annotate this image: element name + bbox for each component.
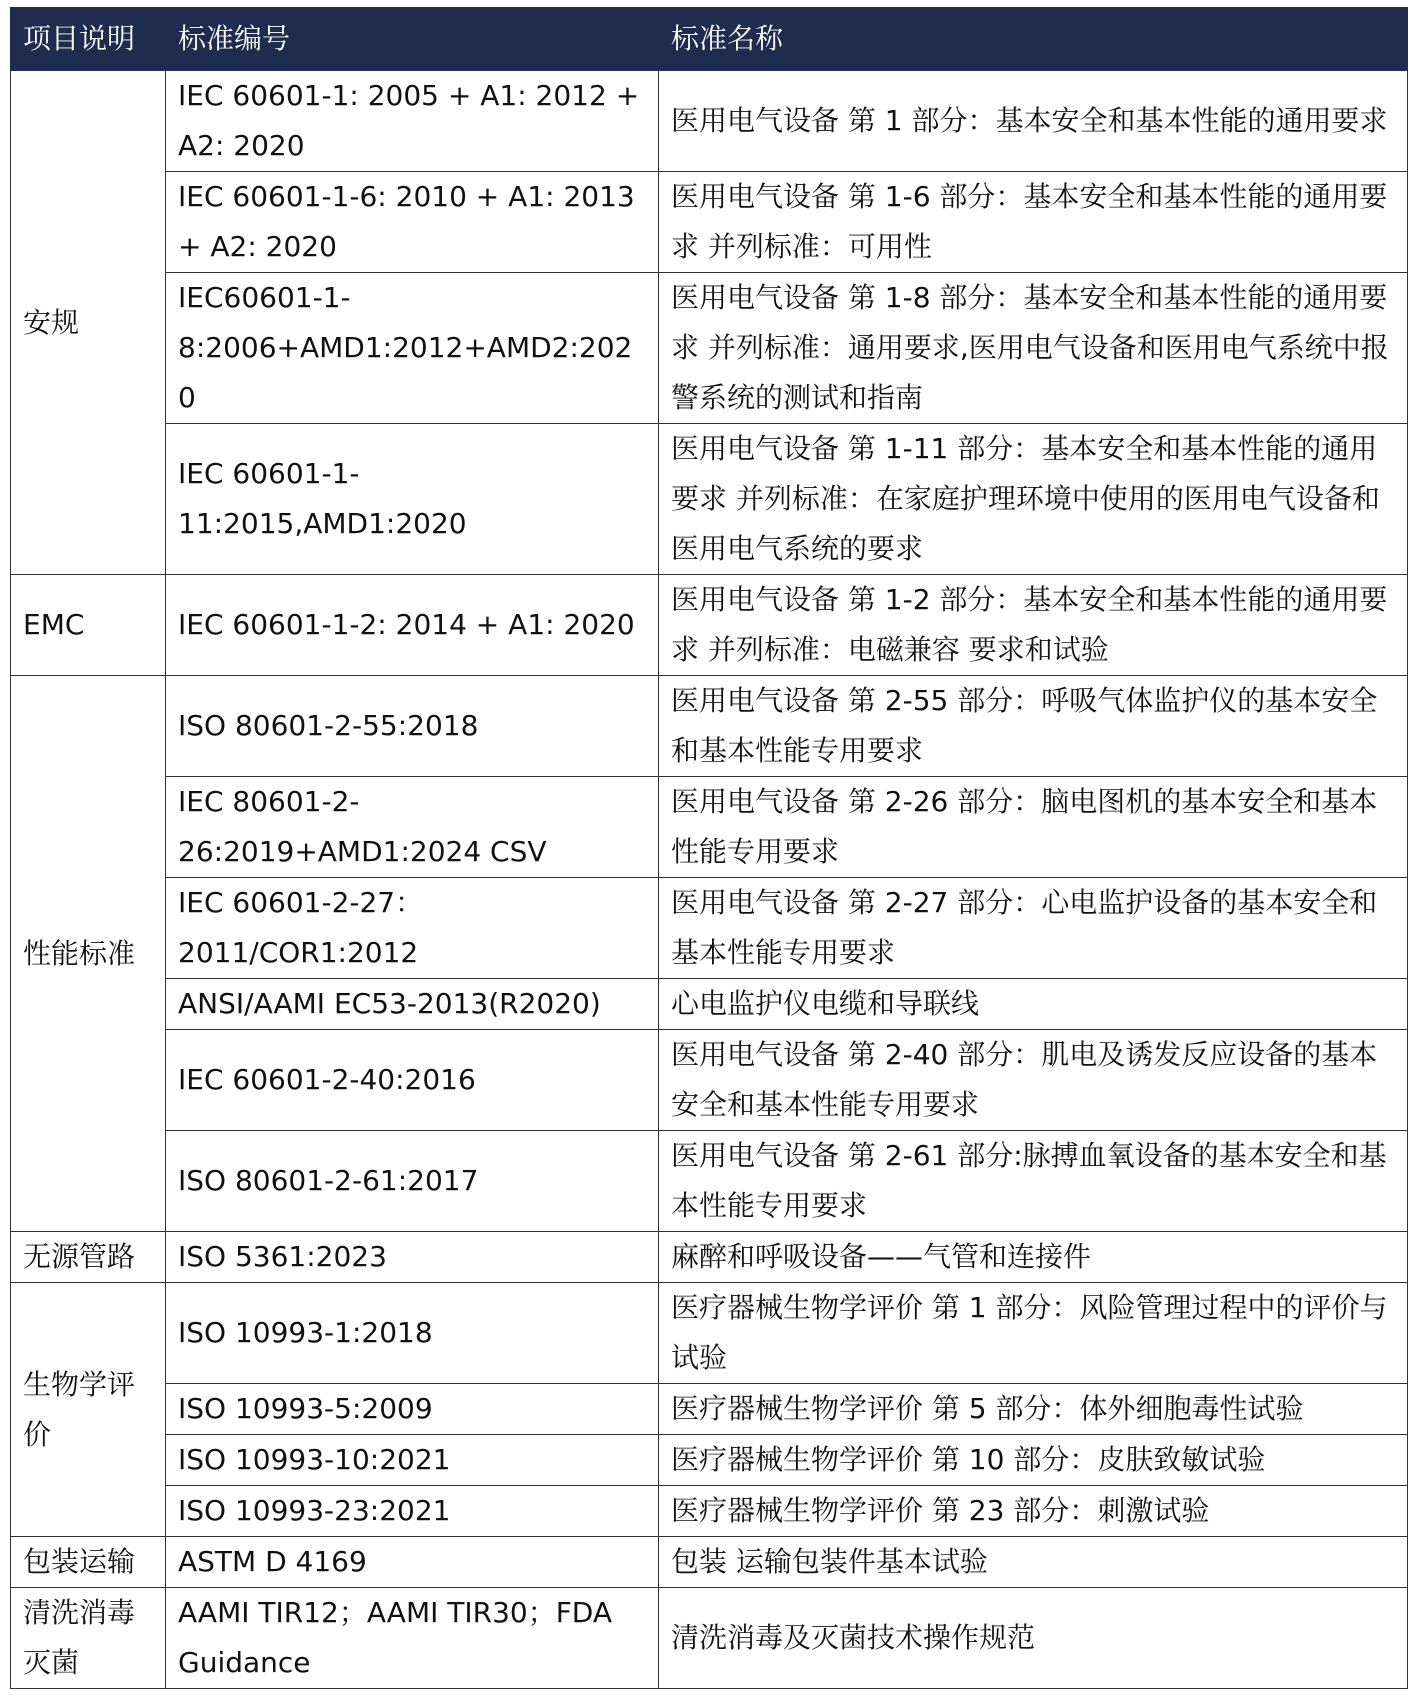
table-row: [11, 1131, 1408, 1232]
standard-name-cell: 医用电气设备 第 2-26 部分：脑电图机的基本安全和基本性能专用要求: [659, 777, 1408, 878]
category-cell: 无源管路: [11, 1232, 166, 1283]
standard-code-cell: ISO 10993-5:2009: [166, 1384, 659, 1435]
standard-code-cell: IEC 80601-2-26:2019+AMD1:2024 CSV: [166, 777, 659, 878]
standard-name-cell: 医用电气设备 第 1-2 部分：基本安全和基本性能的通用要求 并列标准：电磁兼容 要求和试验: [659, 575, 1408, 676]
category-cell: 包装运输: [11, 1537, 166, 1588]
standard-code-cell: AAMI TIR12；AAMI TIR30；FDA Guidance: [166, 1588, 659, 1689]
standard-name-cell: 医用电气设备 第 1-6 部分：基本安全和基本性能的通用要求 并列标准：可用性: [659, 172, 1408, 273]
standard-name-cell: 心电监护仪电缆和导联线: [659, 979, 1408, 1030]
standard-name-cell: 清洗消毒及灭菌技术操作规范: [659, 1588, 1408, 1689]
category-cell: 安规: [11, 71, 166, 575]
category-cell: 性能标准: [11, 676, 166, 1232]
table-row: [11, 273, 1408, 424]
table-row: [11, 575, 1408, 676]
header-item-description: 项目说明: [11, 8, 166, 71]
standard-code-cell: ISO 10993-1:2018: [166, 1283, 659, 1384]
standard-code-cell: IEC 60601-1-6: 2010 + A1: 2013 + A2: 2020: [166, 172, 659, 273]
standard-name-cell: 医用电气设备 第 2-61 部分:脉搏血氧设备的基本安全和基本性能专用要求: [659, 1131, 1408, 1232]
standard-code-cell: IEC60601-1-8:2006+AMD1:2012+AMD2:2020: [166, 273, 659, 424]
table-row: [11, 1588, 1408, 1689]
standard-name-cell: 医用电气设备 第 1 部分：基本安全和基本性能的通用要求: [659, 71, 1408, 172]
standard-name-cell: 包装 运输包装件基本试验: [659, 1537, 1408, 1588]
standard-code-cell: ISO 5361:2023: [166, 1232, 659, 1283]
table-row: [11, 777, 1408, 878]
table-body: [11, 71, 1408, 1689]
standard-name-cell: 医疗器械生物学评价 第 10 部分：皮肤致敏试验: [659, 1435, 1408, 1486]
standard-code-cell: IEC 60601-1-2: 2014 + A1: 2020: [166, 575, 659, 676]
standard-name-cell: 医用电气设备 第 2-55 部分：呼吸气体监护仪的基本安全和基本性能专用要求: [659, 676, 1408, 777]
table-row: [11, 979, 1408, 1030]
standard-name-cell: 麻醉和呼吸设备——气管和连接件: [659, 1232, 1408, 1283]
standard-code-cell: IEC 60601-1-11:2015,AMD1:2020: [166, 424, 659, 575]
standard-code-cell: IEC 60601-2-40:2016: [166, 1030, 659, 1131]
standard-code-cell: IEC 60601-2-27：2011/COR1:2012: [166, 878, 659, 979]
header-standard-code: 标准编号: [166, 8, 659, 71]
category-cell: 清洗消毒灭菌: [11, 1588, 166, 1689]
header-standard-name: 标准名称: [659, 8, 1408, 71]
category-cell: 生物学评价: [11, 1283, 166, 1537]
table-row: [11, 172, 1408, 273]
table-row: [11, 1384, 1408, 1435]
table-row: [11, 1232, 1408, 1283]
standard-code-cell: ISO 80601-2-55:2018: [166, 676, 659, 777]
header-row: [11, 8, 1408, 71]
standard-name-cell: 医用电气设备 第 2-40 部分：肌电及诱发反应设备的基本安全和基本性能专用要求: [659, 1030, 1408, 1131]
standard-name-cell: 医疗器械生物学评价 第 5 部分：体外细胞毒性试验: [659, 1384, 1408, 1435]
table-row: [11, 1537, 1408, 1588]
table-row: [11, 1283, 1408, 1384]
table-row: [11, 1435, 1408, 1486]
standard-code-cell: ISO 10993-23:2021: [166, 1486, 659, 1537]
standard-code-cell: ISO 80601-2-61:2017: [166, 1131, 659, 1232]
standard-name-cell: 医疗器械生物学评价 第 23 部分：刺激试验: [659, 1486, 1408, 1537]
standard-code-cell: IEC 60601-1: 2005 + A1: 2012 + A2: 2020: [166, 71, 659, 172]
table-row: [11, 71, 1408, 172]
standards-table: [10, 7, 1408, 1689]
table-header: [11, 8, 1408, 71]
category-cell: EMC: [11, 575, 166, 676]
table-row: [11, 1030, 1408, 1131]
standard-name-cell: 医用电气设备 第 1-11 部分：基本安全和基本性能的通用要求 并列标准：在家庭护理环境中使用的医用电气设备和医用电气系统的要求: [659, 424, 1408, 575]
standard-name-cell: 医用电气设备 第 2-27 部分：心电监护设备的基本安全和基本性能专用要求: [659, 878, 1408, 979]
standard-name-cell: 医用电气设备 第 1-8 部分：基本安全和基本性能的通用要求 并列标准：通用要求,医用电气设备和医用电气系统中报警系统的测试和指南: [659, 273, 1408, 424]
table-row: [11, 878, 1408, 979]
table-row: [11, 1486, 1408, 1537]
table-row: [11, 424, 1408, 575]
standard-name-cell: 医疗器械生物学评价 第 1 部分：风险管理过程中的评价与试验: [659, 1283, 1408, 1384]
standard-code-cell: ASTM D 4169: [166, 1537, 659, 1588]
standard-code-cell: ISO 10993-10:2021: [166, 1435, 659, 1486]
table-row: [11, 676, 1408, 777]
standard-code-cell: ANSI/AAMI EC53-2013(R2020): [166, 979, 659, 1030]
